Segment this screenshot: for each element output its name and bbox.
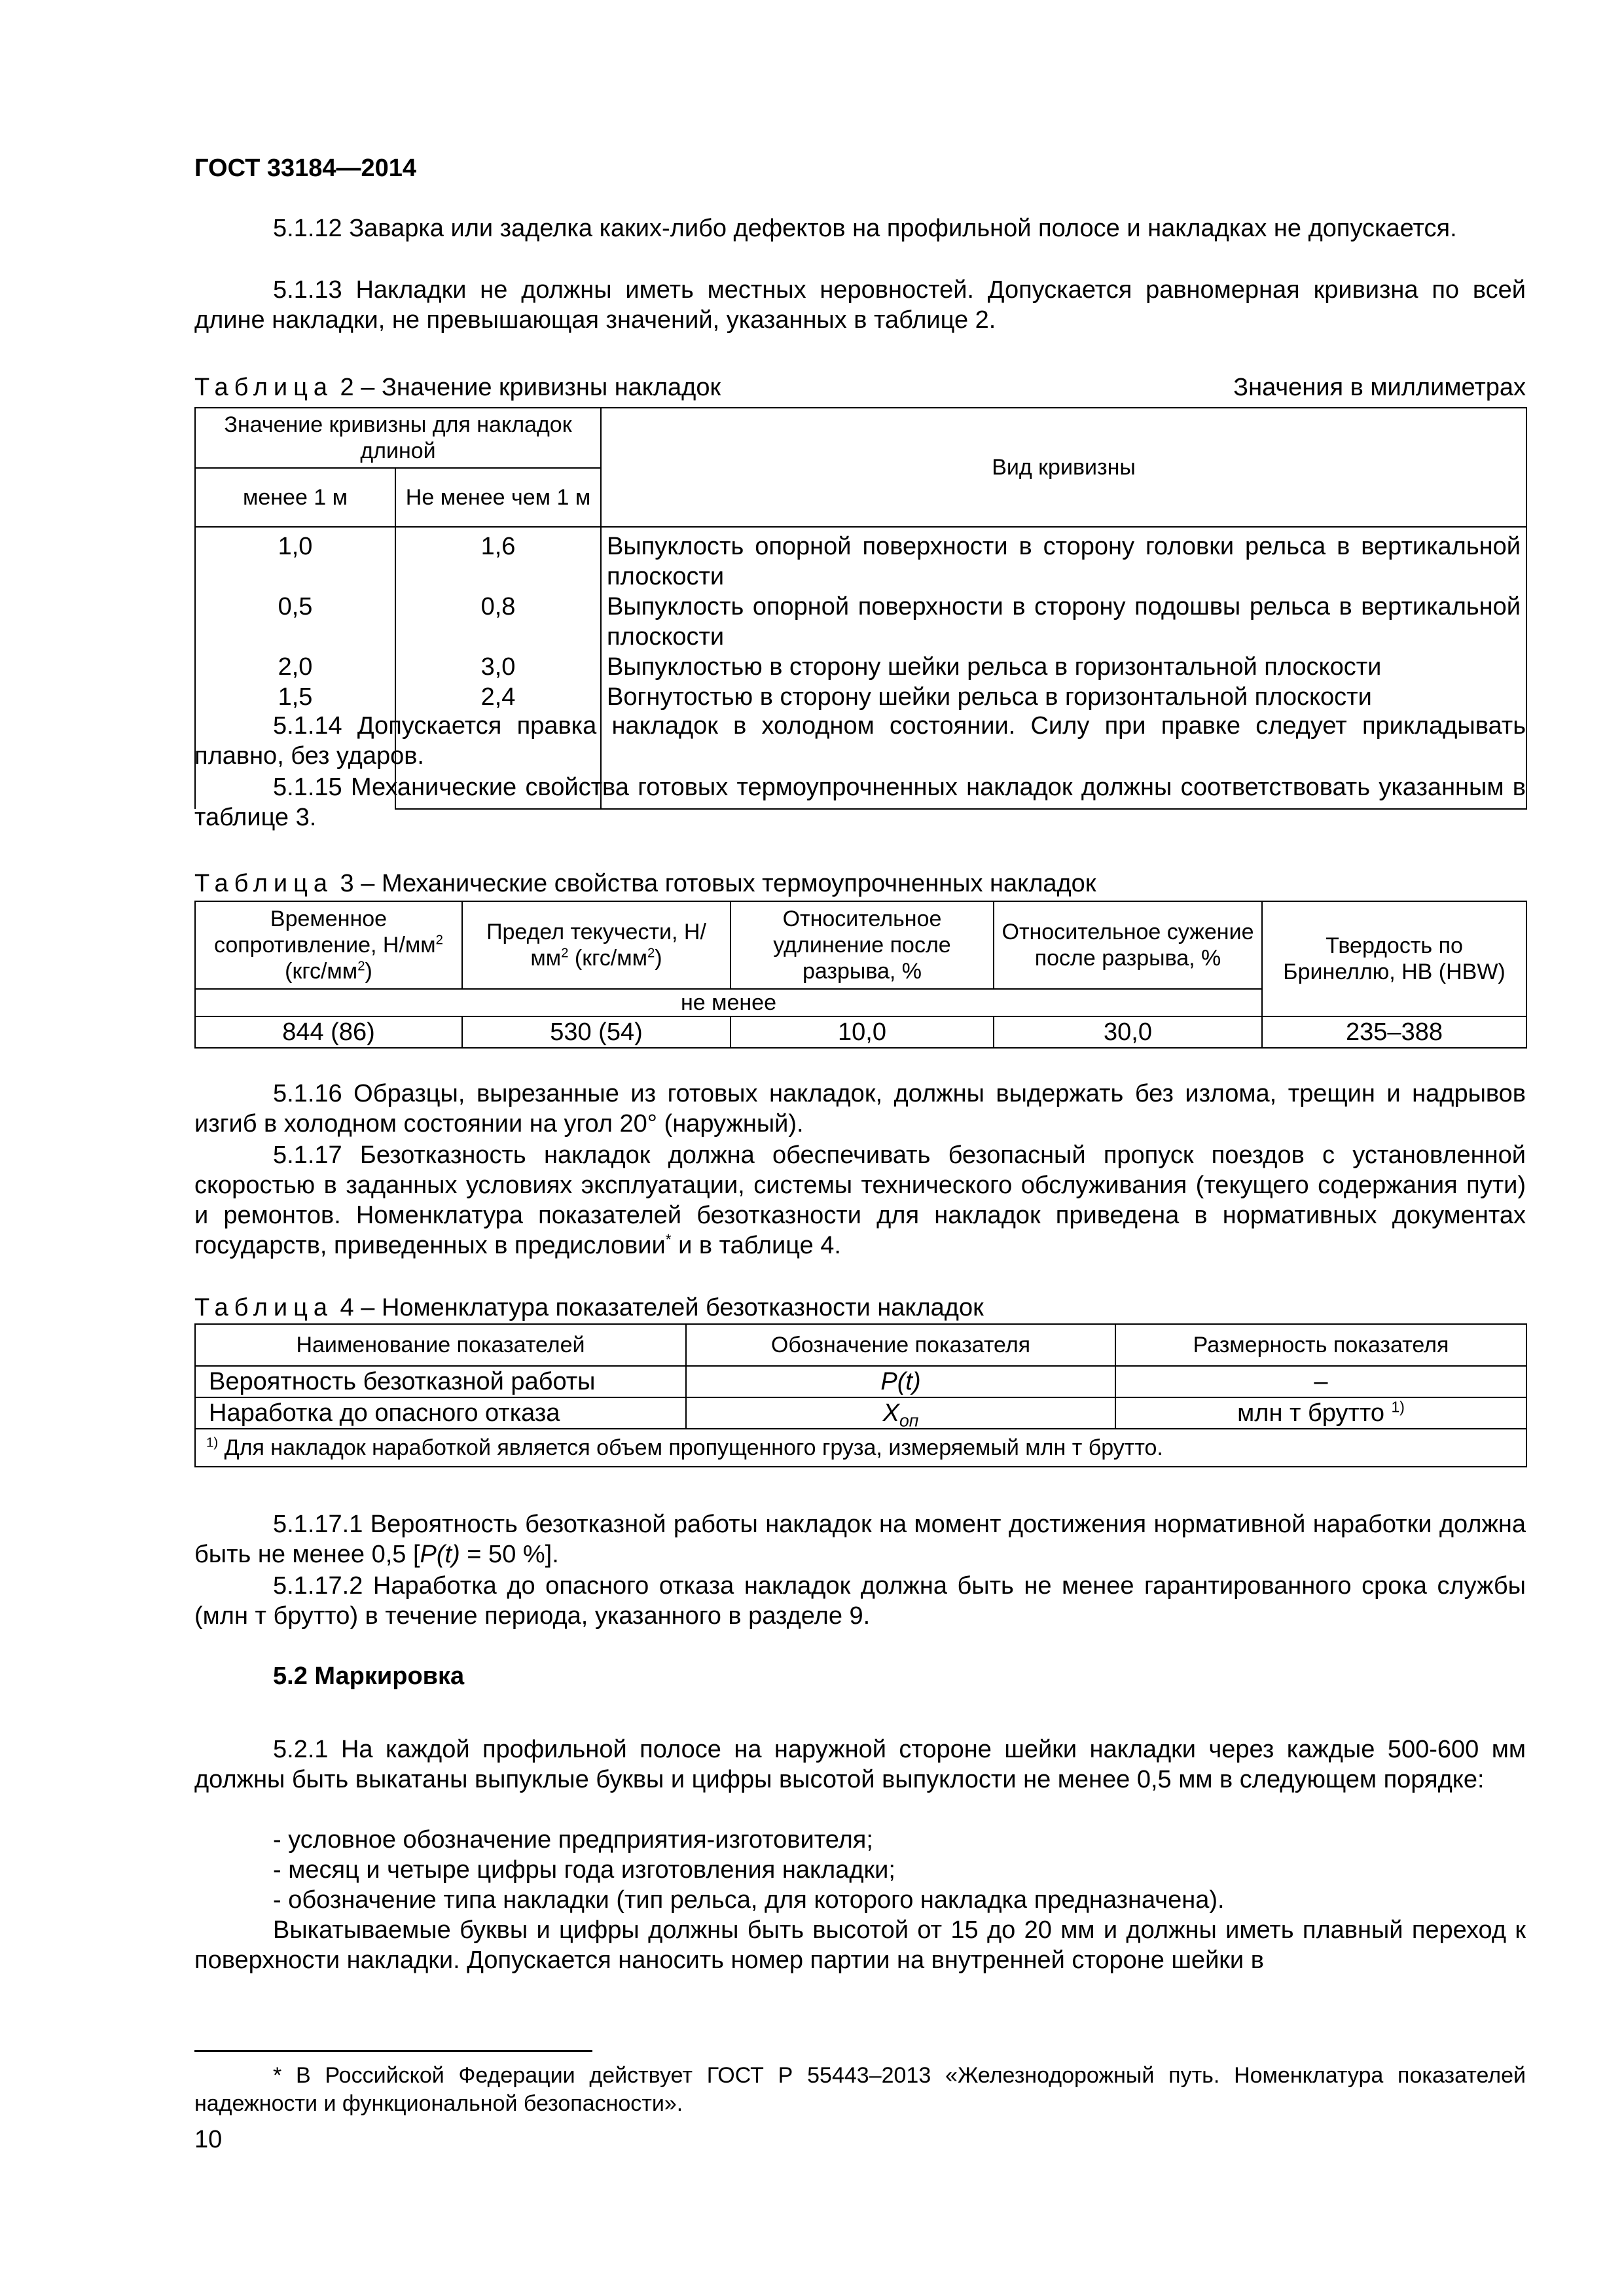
table4-row2-symbol: [686, 1397, 1115, 1429]
table4-row1-name: Вероятность безотказной работы: [195, 1366, 686, 1397]
table3-head-yield-c: (кгс/мм: [568, 946, 647, 971]
table4-caption: [194, 1295, 1526, 1321]
table3-caption: [194, 870, 1526, 897]
footnote-mark: *: [273, 2063, 282, 2088]
table4-row2-dimension-text: млн т брутто: [1237, 1399, 1384, 1427]
paragraph-5-1-17-1-c: = 50 %].: [460, 1541, 559, 1568]
table-cell: 3,0: [480, 653, 516, 681]
table3-value-elongation: 10,0: [731, 1016, 994, 1048]
table2-head-not-less-1m: Не менее чем 1 м: [395, 468, 601, 527]
table4-row2-symbol-main: X: [882, 1399, 899, 1427]
paragraph-5-1-17-1-a: 5.1.17.1 Вероятность безотказной работы накладок на момент достижения нормативной наработки должна быть не менее 0,5 [: [194, 1511, 1526, 1568]
paragraph-last: Выкатываемые буквы и цифры должны быть высотой от 15 до 20 мм и должны иметь плавный переход к поверхности накладки. Допускается наносить номер партии на внутренней стороне шейки в: [194, 1916, 1526, 1974]
table4-note-text: Для накладок наработкой является объем пропущенного груза, измеряемый млн т брутто.: [218, 1435, 1163, 1460]
paragraph-5-1-17-text: 5.1.17 Безотказность накладок должна обеспечивать безопасный пропуск поездов с установленной скоростью в заданных условиях эксплуатации, системы технического обслуживания (текущего содержания пути) и ремонтов. Номенклатура показателей безотказности для накладок приведена в нормативных документах государств, приведенных в предисловии: [194, 1141, 1526, 1259]
page-number: 10: [194, 2126, 223, 2153]
table2-head-group: Значение кривизны для накладок длиной: [195, 408, 601, 468]
table3-caption-word: Таблица: [194, 870, 333, 897]
table4-caption-word: Таблица: [194, 1294, 333, 1321]
table3-head-tensile-c: (кгс/мм: [285, 959, 358, 984]
table4-head-symbol: Обозначение показателя: [686, 1324, 1115, 1366]
table3-caption-title: 3 – Механические свойства готовых термоупрочненных накладок: [333, 870, 1096, 897]
paragraph-5-1-16: 5.1.16 Образцы, вырезанные из готовых накладок, должны выдержать без излома, трещин и надрывов изгиб в холодном состоянии на угол 20° (наружный).: [194, 1080, 1526, 1138]
table3-sup: 2: [357, 959, 365, 974]
table3-not-less: не менее: [195, 989, 1262, 1016]
table4-row1-dimension: –: [1115, 1366, 1526, 1397]
table3-head-tensile-e: ): [365, 959, 372, 984]
table3-value-reduction: 30,0: [994, 1016, 1262, 1048]
paragraph-5-2-1: 5.2.1 На каждой профильной полосе на наружной стороне шейки накладки через каждые 500-600 мм должны быть выкатаны выпуклые буквы и цифры высотой выпуклости не менее 0,5 мм в следующем порядке:: [194, 1736, 1526, 1793]
table-cell: Выпуклостью в сторону шейки рельса в горизонтальной плоскости: [607, 653, 1382, 681]
paragraph-5-1-17-1: [194, 1509, 1526, 1570]
table2-caption-word: Таблица: [194, 374, 333, 401]
table3-sup: 2: [435, 933, 444, 948]
list-item: - обозначение типа накладки (тип рельса, для которого накладка предназначена).: [273, 1886, 1225, 1914]
table-cell: 0,8: [480, 593, 516, 620]
table4-note-ref: 1): [1391, 1398, 1405, 1416]
table4-row1-symbol: P(t): [686, 1366, 1115, 1397]
list-item: - условное обозначение предприятия-изготовителя;: [273, 1826, 873, 1854]
table2-caption-title: 2 – Значение кривизны накладок: [333, 374, 721, 401]
table3-head-yield-e: ): [655, 946, 662, 971]
paragraph-5-1-17: [194, 1140, 1526, 1261]
paragraph-5-1-13: 5.1.13 Накладки не должны иметь местных неровностей. Допускается равномерная кривизна по всей длине накладки, не превышающая значений, указанных в таблице 2.: [194, 276, 1526, 334]
table3-head-elongation: Относительное удлинение после разрыва, %: [731, 901, 994, 989]
footnote-text: В Российской Федерации действует ГОСТ Р 55443–2013 «Железнодорожный путь. Номенклатура показателей надежности и функциональной безопасности».: [194, 2063, 1526, 2116]
table-cell: Вогнутостью в сторону шейки рельса в горизонтальной плоскости: [607, 683, 1372, 711]
paragraph-5-1-17-tail: и в таблице 4.: [671, 1232, 841, 1259]
paragraph-5-1-12: 5.1.12 Заварка или заделка каких-либо дефектов на профильной полосе и накладках не допускается.: [273, 215, 1457, 242]
table3-head-yield-a: Предел текучести, Н/мм: [486, 920, 706, 971]
section-heading-5-2: 5.2 Маркировка: [273, 1662, 465, 1690]
table4-head-dimension: Размерность показателя: [1115, 1324, 1526, 1366]
table4-row2-symbol-sub: оп: [899, 1410, 919, 1431]
table3-head-tensile-a: Временное сопротивление, Н/мм: [213, 906, 436, 958]
table2-head-less-1m: менее 1 м: [195, 468, 395, 527]
table3-head-reduction: Относительное сужение после разрыва, %: [994, 901, 1262, 989]
table4-note: [195, 1429, 1526, 1467]
table3-sup: 2: [561, 946, 569, 961]
table3-value-hardness: 235–388: [1262, 1016, 1526, 1048]
footnote: [194, 2062, 1526, 2118]
paragraph-5-1-17-2: 5.1.17.2 Наработка до опасного отказа накладок должна быть не менее гарантированного срока службы (млн т брутто) в течение периода, указанного в разделе 9.: [194, 1572, 1526, 1630]
table4-note-mark: 1): [206, 1435, 219, 1450]
footnote-ref-mark: *: [665, 1230, 672, 1248]
table4-row2-name: Наработка до опасного отказа: [195, 1397, 686, 1429]
table-cell: 2,4: [480, 683, 516, 711]
table2-units: Значения в миллиметрах: [1233, 374, 1526, 401]
table3-value-yield: 530 (54): [462, 1016, 731, 1048]
paragraph-5-1-14: 5.1.14 Допускается правка накладок в холодном состоянии. Силу при правке следует прикладывать плавно, без ударов.: [194, 712, 1526, 770]
table3: [194, 901, 1527, 1049]
table-cell: 0,5: [278, 593, 313, 620]
table-cell: 1,5: [278, 683, 313, 711]
table2-head-type: Вид кривизны: [601, 408, 1526, 527]
table-cell: 1,6: [480, 533, 516, 560]
table2-caption: [194, 374, 1526, 401]
table3-head-tensile: [195, 901, 462, 989]
footnote-divider: [194, 2050, 592, 2052]
table4: [194, 1323, 1527, 1467]
paragraph-5-1-15: 5.1.15 Механические свойства готовых термоупрочненных накладок должны соответствовать указанным в таблице 3.: [194, 774, 1526, 831]
table3-head-yield: [462, 901, 731, 989]
table-cell: Выпуклость опорной поверхности в сторону подошвы рельса в вертикальной плоскости: [607, 593, 1521, 651]
paragraph-5-1-17-1-symbol: P(t): [420, 1541, 460, 1568]
list-item: - месяц и четыре цифры года изготовления накладки;: [273, 1856, 895, 1884]
table3-value-tensile: 844 (86): [195, 1016, 462, 1048]
document-number: ГОСТ 33184—2014: [194, 154, 417, 182]
table3-sup: 2: [647, 946, 655, 961]
table4-row2-dimension: [1115, 1397, 1526, 1429]
table3-head-hardness: Твердость по Бринеллю, НВ (HBW): [1262, 901, 1526, 1016]
table-cell: Выпуклость опорной поверхности в сторону головки рельса в вертикальной плоскости: [607, 533, 1521, 590]
table4-head-name: Наименование показателей: [195, 1324, 686, 1366]
table-cell: 1,0: [278, 533, 313, 560]
table4-caption-title: 4 – Номенклатура показателей безотказности накладок: [333, 1294, 984, 1321]
table-cell: 2,0: [278, 653, 313, 681]
